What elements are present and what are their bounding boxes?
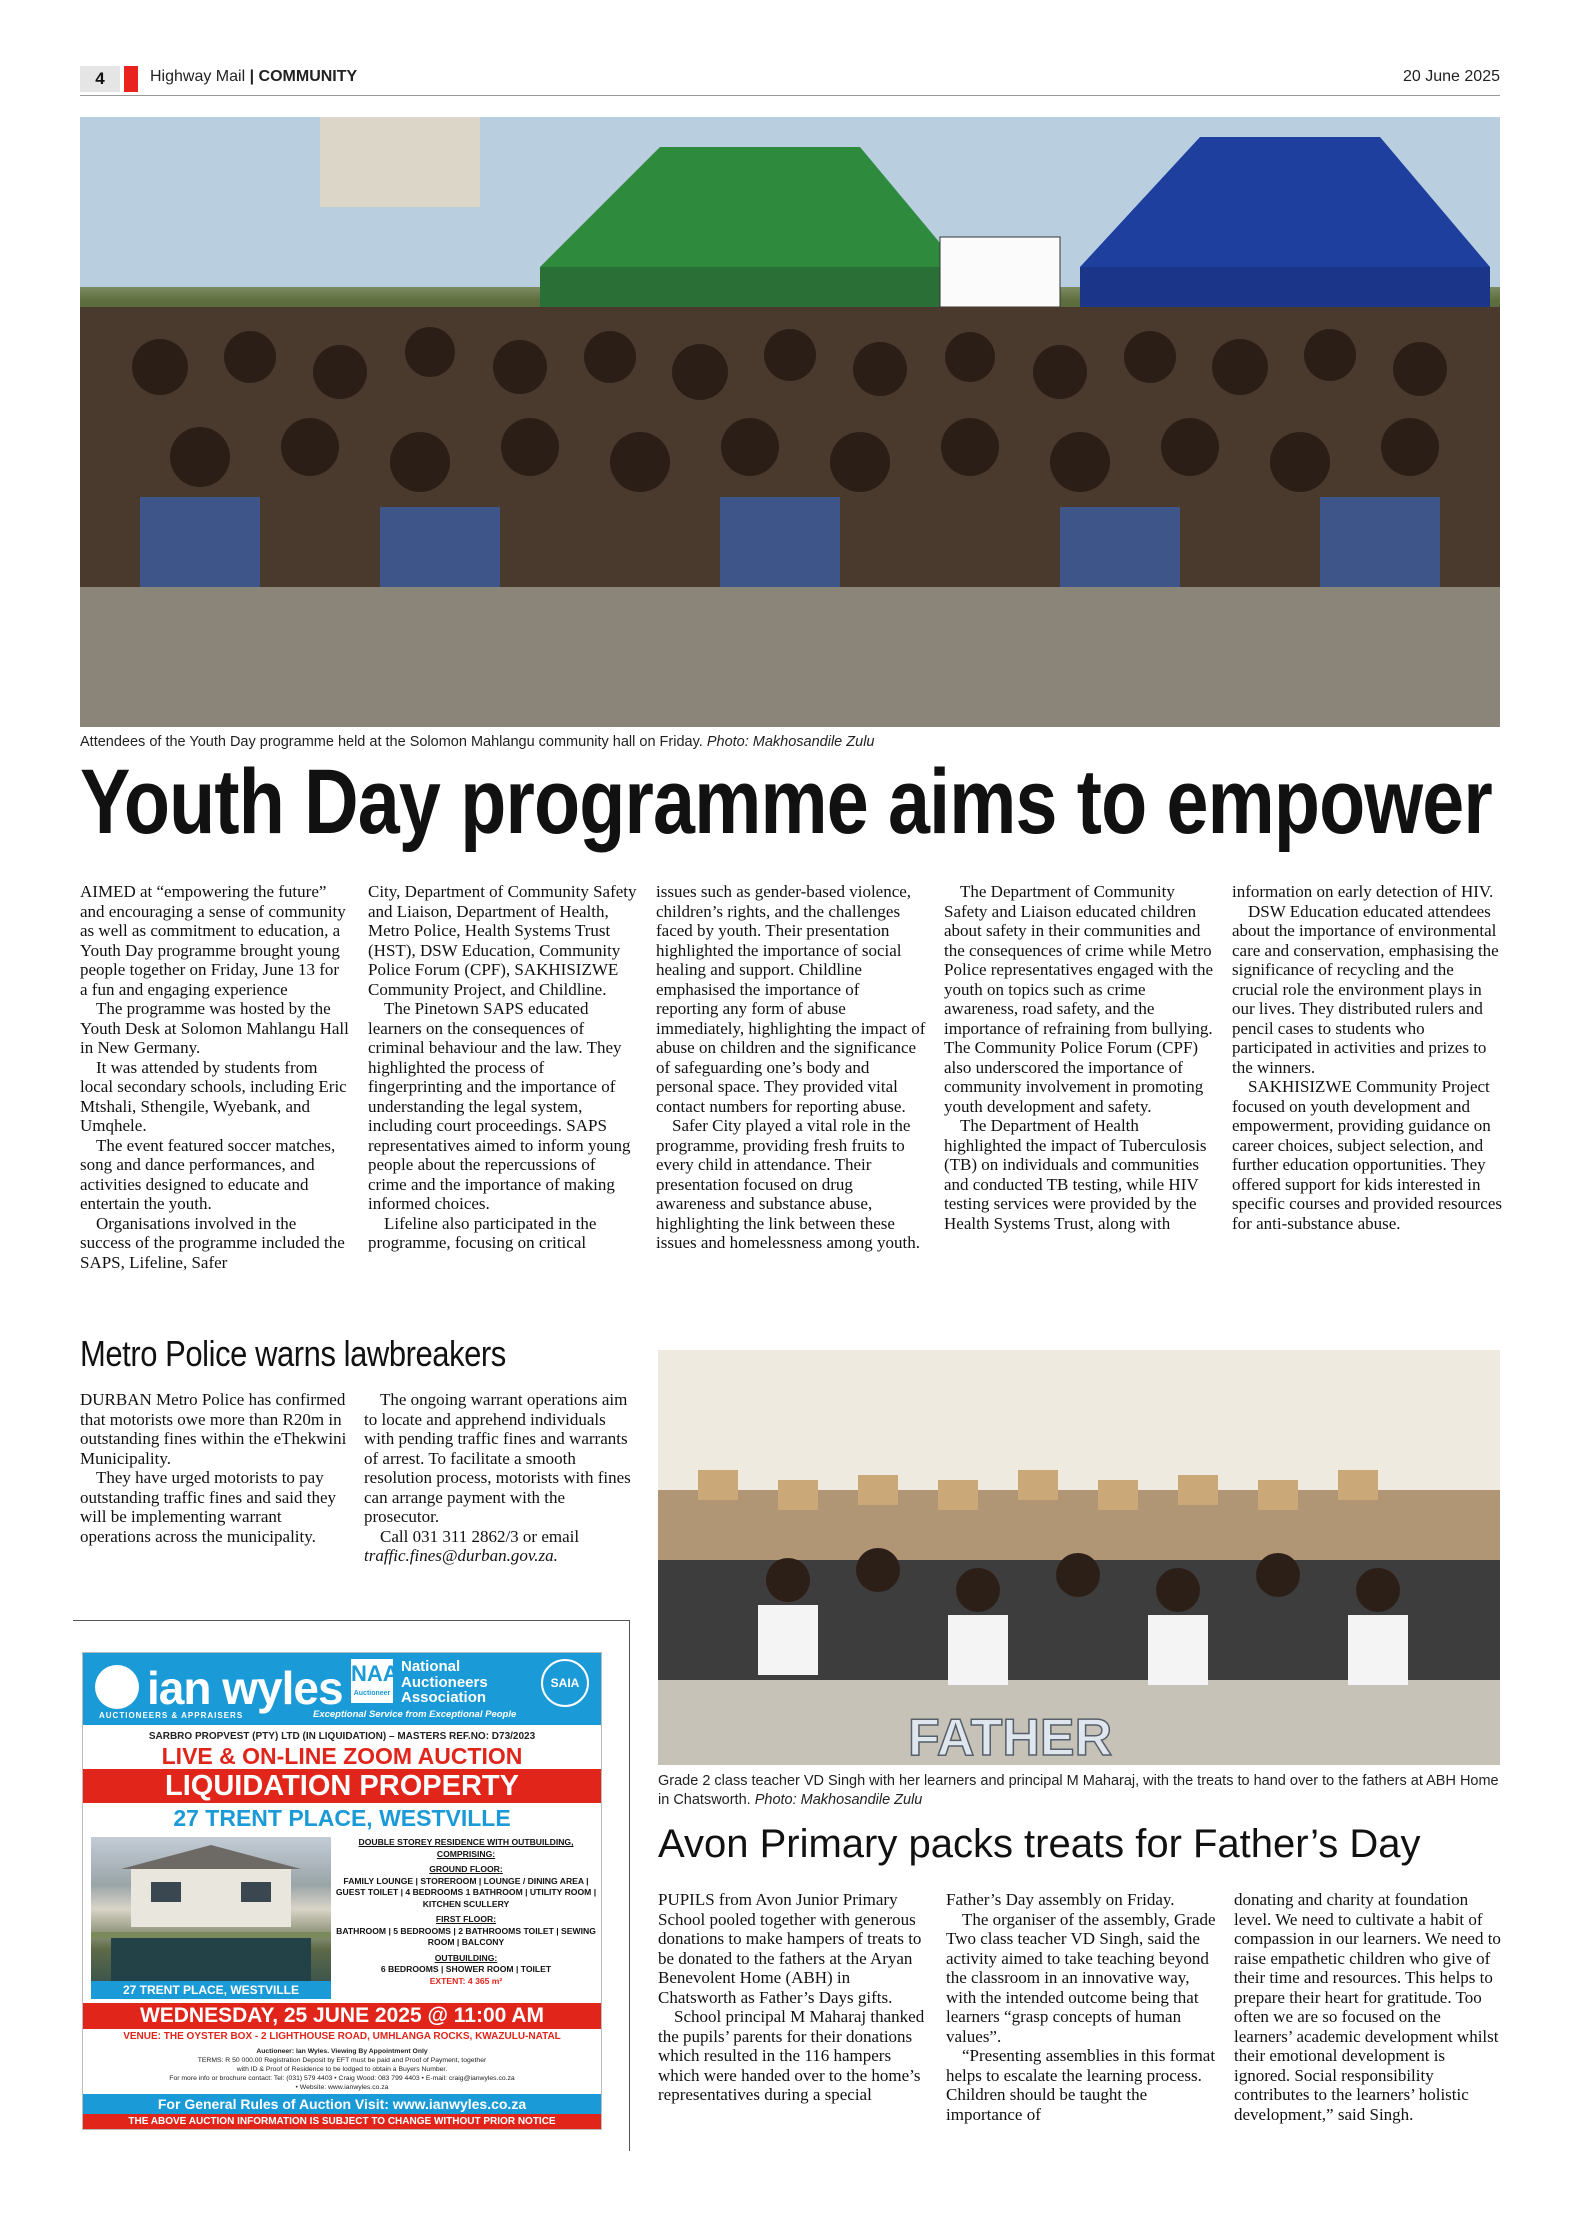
- ad-zoom-title: LIVE & ON-LINE ZOOM AUCTION: [161, 1743, 523, 1769]
- issue-date: 20 June 2025: [1403, 68, 1500, 85]
- paragraph: The ongoing warrant operations aim to locate and apprehend individuals with pending traffic fines and warrants of arrest. To facilitate a smooth resolution process, motorists with fines can arrange payment with the prosecutor.: [364, 1390, 631, 1526]
- avon-column-2: [946, 1890, 1216, 2124]
- details-subtitle: COMPRISING:: [436, 1848, 496, 1859]
- paragraph: information on early detection of HIV.: [1232, 882, 1494, 901]
- paragraph: School principal M Maharaj thanked the pupils’ parents for their donations which resulted in the 116 hampers which were handed over to the home’s representatives during a special: [658, 2007, 925, 2104]
- outbuilding-heading: OUTBUILDING:: [434, 1952, 498, 1963]
- saia-logo-icon: SAIA: [541, 1659, 589, 1707]
- father-banner: FATHER: [908, 1709, 1113, 1765]
- caption-text: Attendees of the Youth Day programme held at the Solomon Mahlangu community hall on Friday.: [80, 734, 703, 750]
- main-article-column-2: [368, 882, 638, 1253]
- paragraph: donating and charity at foundation level. We need to cultivate a habit of compassion in our learners. We need to raise empathetic children who give of their time and resources. This helps to prepare their heart for gratitude. Too often we are so focused on the learners’ academic development whilst their emotional development is ignored. Social responsibility contributes to the learners’ holistic development,” said Singh.: [1234, 1890, 1501, 2124]
- avon-column-3: [1234, 1890, 1502, 2124]
- paragraph: City, Department of Community Safety and Liaison, Department of Health, Metro Police, Health Systems Trust (HST), DSW Education, Community Police Forum (CPF), SAKHISIZWE Community Project, and Childline.: [368, 882, 637, 999]
- paragraph: The Pinetown SAPS educated learners on the consequences of criminal behaviour and the law. They highlighted the process of fingerprinting and the importance of understanding the legal system, including court proceedings. SAPS representatives aimed to inform young people about the repercussions of crime and the importance of making informed choices.: [368, 999, 631, 1213]
- main-article-column-3: [656, 882, 926, 1253]
- auction-rules-link[interactable]: For General Rules of Auction Visit: www.ianwyles.co.za: [157, 2096, 527, 2112]
- outbuilding-rooms: 6 BEDROOMS | SHOWER ROOM | TOILET: [380, 1964, 552, 1974]
- metro-column-1: [80, 1390, 350, 1546]
- call-line: Call 031 311 2862/3 or email: [380, 1526, 580, 1546]
- second-photo-caption: [658, 1772, 1500, 1810]
- property-photo: [91, 1837, 331, 1997]
- property-photo-image: [91, 1837, 331, 1997]
- main-article-column-4: [944, 882, 1214, 1233]
- paragraph: Organisations involved in the success of the programme included the SAPS, Lifeline, Safer: [80, 1213, 345, 1272]
- property-label: 27 TRENT PLACE, WESTVILLE: [91, 1981, 331, 1999]
- website-line[interactable]: • Website: www.ianwyles.co.za: [295, 2084, 389, 2091]
- ground-floor-rooms: FAMILY LOUNGE | STOREROOM | LOUNGE / DINING AREA | GUEST TOILET | 4 BEDROOMS 1 BATHROOM | UTILITY ROOM | KITCHEN SCULLERY: [335, 1875, 597, 1909]
- paragraph: [364, 1527, 634, 1566]
- second-photo: [658, 1350, 1500, 1765]
- paragraph: It was attended by students from local secondary schools, including Eric Mtshali, Sthengile, Wyebank, and Umqhele.: [80, 1057, 347, 1135]
- naa-line: Association: [401, 1689, 487, 1706]
- masthead: Highway Mail | COMMUNITY: [150, 68, 358, 85]
- property-details: [335, 1837, 597, 1987]
- main-article-column-1: [80, 882, 350, 1272]
- photo-credit: Photo: Makhosandile Zulu: [706, 734, 875, 750]
- paragraph: The event featured soccer matches, song and dance performances, and activities designed to educate and entertain the youth.: [80, 1135, 336, 1213]
- paragraph: SAKHISIZWE Community Project focused on youth development and empowerment, providing guidance on career choices, subject selection, and further education opportunities. They offered support for kids interested in specific courses and provided resources for anti-substance abuse.: [1232, 1077, 1503, 1233]
- ad-address: 27 TRENT PLACE, WESTVILLE: [173, 1805, 511, 1831]
- email-link[interactable]: traffic.fines@durban.gov.za.: [364, 1546, 558, 1565]
- first-floor-rooms: BATHROOM | 5 BEDROOMS | 2 BATHROOMS TOILET | SEWING ROOM | BALCONY: [336, 1925, 596, 1947]
- paragraph: DSW Education educated attendees about the importance of environmental care and conservation, emphasising the significance of recycling and the crucial role the environment plays in our lives. They distributed rulers and pencil cases to students who participated in activities and prizes to the winners.: [1232, 901, 1499, 1077]
- naa-name: [401, 1659, 488, 1706]
- paragraph: The organiser of the assembly, Grade Two class teacher VD Singh, said the activity aimed to take teaching beyond the classroom in an innovative way, with the intended outcome being that learners “grasp concepts of human values”.: [946, 1909, 1216, 2046]
- naa-line: National: [401, 1658, 461, 1675]
- naa-logo-icon: [351, 1659, 399, 1703]
- details-title: DOUBLE STOREY RESIDENCE WITH OUTBUILDING,: [358, 1837, 574, 1847]
- caption-text: Grade 2 class teacher VD Singh with her learners and principal M Maharaj, with the treats to hand over to the fathers at ABH Home in Chatsworth.: [658, 1773, 1499, 1808]
- ad-liquidation-title: LIQUIDATION PROPERTY: [165, 1770, 519, 1802]
- paragraph: The programme was hosted by the Youth Desk at Solomon Mahlangu Hall in New Germany.: [80, 999, 349, 1057]
- auction-venue: VENUE: THE OYSTER BOX - 2 LIGHTHOUSE ROAD, UMHLANGA ROCKS, KWAZULU-NATAL: [123, 2031, 561, 2042]
- main-photo-caption: [80, 733, 1500, 752]
- paragraph: PUPILS from Avon Junior Primary School pooled together with generous donations to make hampers of treats to be donated to the fathers at the Aryan Benevolent Home (ABH) in Chatsworth as Father’s Days gifts.: [658, 1890, 922, 2007]
- paragraph: They have urged motorists to pay outstanding traffic fines and said they will be implementing warrant operations across the municipality.: [80, 1468, 337, 1546]
- avon-headline: Avon Primary packs treats for Father’s Day: [658, 1822, 1421, 1866]
- auction-terms: [83, 2047, 601, 2092]
- paragraph: Lifeline also participated in the programme, focusing on critical: [368, 1213, 597, 1252]
- ad-reference: SARBRO PROPVEST (PTY) LTD (IN LIQUIDATION) – MASTERS REF.NO: D73/2023: [148, 1731, 536, 1742]
- terms-line: TERMS: R 50 000.00 Registration Deposit by EFT must be paid and Proof of Payment, together: [197, 2057, 487, 2064]
- metro-column-2: [364, 1390, 634, 1566]
- ad-tagline: Exceptional Service from Exceptional People: [313, 1709, 517, 1720]
- naa-label: Auctioneer: [353, 1690, 391, 1697]
- naa-letters: NAA: [351, 1661, 399, 1686]
- property-extent: EXTENT: 4 365 m²: [429, 1975, 503, 1986]
- contact-line: For more info or brochure contact: Tel: (031) 579 4403 • Craig Wood: 083 799 4403 • E-mail: craig@ianwyles.co.za: [169, 2075, 515, 2082]
- naa-line: Auctioneers: [401, 1673, 488, 1691]
- paragraph: issues such as gender-based violence, children’s rights, and the challenges faced by youth. Their presentation highlighted the importance of social healing and support. Childline emphasised the importance of reporting any form of abuse immediately, highlighting the impact of abuse on children and the significance of safeguarding one’s body and personal space. They provided vital contact numbers for reporting abuse.: [656, 882, 926, 1116]
- main-article-column-5: [1232, 882, 1502, 1233]
- second-photo-image: [658, 1350, 1500, 1765]
- paragraph: AIMED at “empowering the future” and encouraging a sense of community as well as commitment to education, a Youth Day programme brought young people together on Friday, June 13 for a fun and engaging experience: [80, 882, 346, 999]
- paragraph: Safer City played a vital role in the programme, providing fresh fruits to every child in attendance. Their presentation focused on drug awareness and substance abuse, highlighting the link between these issues and homelessness among youth.: [656, 1116, 920, 1252]
- page-number: 4: [80, 66, 120, 92]
- paper-name: Highway Mail: [150, 68, 246, 85]
- paragraph: The Department of Community Safety and Liaison educated children about safety in their communities and the consequences of crime while Metro Police representatives engaged with the youth on topics such as crime awareness, road safety, and the importance of refraining from bullying. The Community Police Forum (CPF) also underscored the importance of community involvement in promoting youth development and safety.: [944, 882, 1214, 1116]
- auction-disclaimer: THE ABOVE AUCTION INFORMATION IS SUBJECT TO CHANGE WITHOUT PRIOR NOTICE: [128, 2116, 556, 2127]
- terms-line: with ID & Proof of Residence to be lodged to obtain a Buyers Number.: [236, 2066, 448, 2073]
- paragraph: The Department of Health highlighted the impact of Tuberculosis (TB) on individuals and communities and conducted TB testing, while HIV testing services were provided by the Health Systems Trust, along with: [944, 1116, 1207, 1233]
- ground-floor-heading: GROUND FLOOR:: [429, 1864, 503, 1874]
- main-photo: [80, 117, 1500, 727]
- paragraph: “Presenting assemblies in this format helps to escalate the learning process. Children should be taught the importance of: [946, 2046, 1216, 2124]
- ad-brand: ian wyles: [147, 1662, 343, 1714]
- metro-headline: Metro Police warns lawbreakers: [80, 1333, 506, 1374]
- main-photo-image: [80, 117, 1500, 727]
- ad-brand-sub: AUCTIONEERS & APPRAISERS: [99, 1711, 244, 1720]
- paragraph: DURBAN Metro Police has confirmed that motorists owe more than R20m in outstanding fines within the eThekwini Municipality.: [80, 1390, 347, 1468]
- avon-column-1: [658, 1890, 928, 2105]
- main-headline: Youth Day programme aims to empower: [80, 751, 1492, 853]
- gavel-logo-icon: [95, 1665, 139, 1709]
- auctioneer-line: Auctioneer: Ian Wyles. Viewing By Appointment Only: [256, 2048, 428, 2055]
- header-divider: [80, 95, 1500, 96]
- section-name: COMMUNITY: [258, 68, 358, 85]
- paragraph: Father’s Day assembly on Friday.: [946, 1890, 1175, 1909]
- photo-credit: Photo: Makhosandile Zulu: [754, 1792, 923, 1808]
- first-floor-heading: FIRST FLOOR:: [435, 1914, 497, 1924]
- auction-advert[interactable]: [82, 1652, 602, 2130]
- section-marker: [124, 66, 138, 92]
- auction-date: WEDNESDAY, 25 JUNE 2025 @ 11:00 AM: [139, 2004, 545, 2027]
